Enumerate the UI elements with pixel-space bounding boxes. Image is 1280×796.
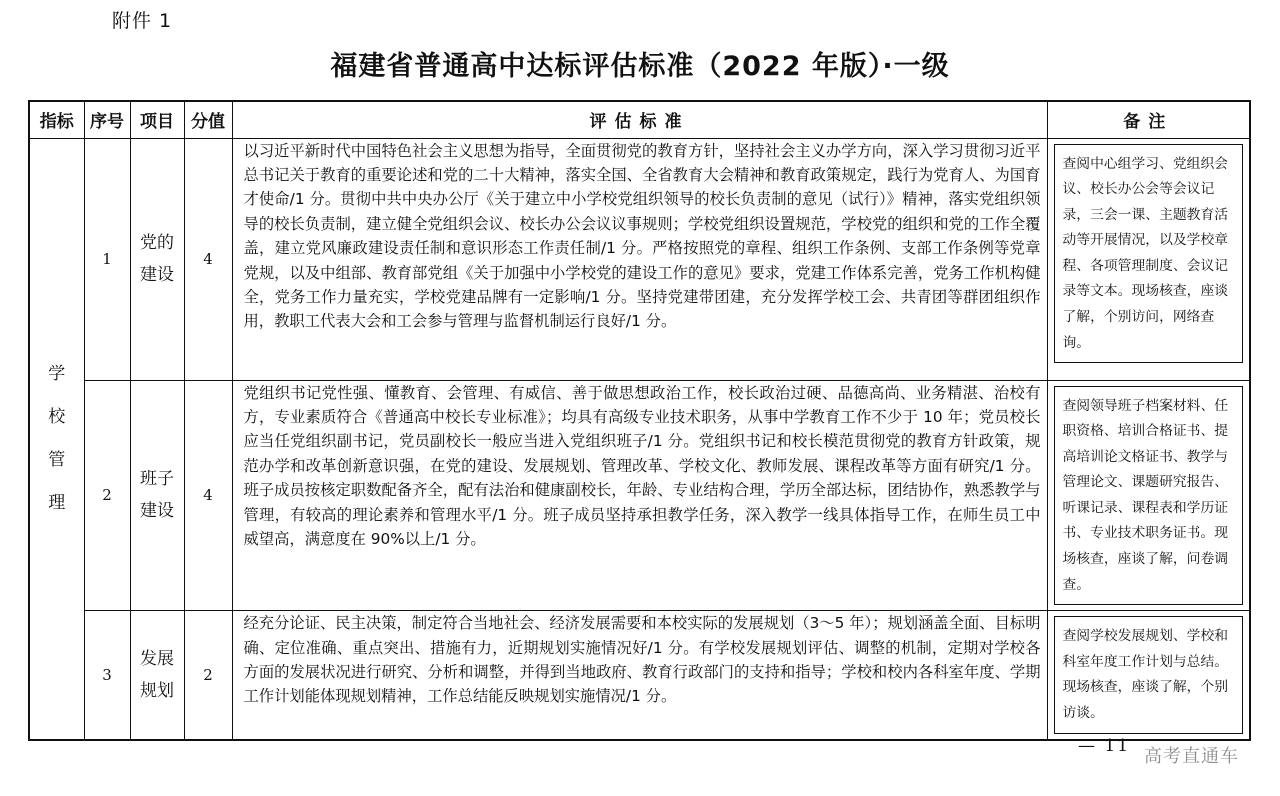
header-notes: 备注	[1047, 101, 1250, 138]
category-cell	[29, 138, 84, 740]
item-cell	[130, 138, 184, 380]
attachment-label: 附件 1	[112, 10, 173, 32]
notes-text: 查阅中心组学习、党组织会议、校长办公会等会议记录，三会一课、主题教育活动等开展情况，以及学校章程、各项管理制度、会议记录等文本。现场核查，座谈了解，个别访问，网络查询。	[1054, 144, 1244, 364]
table-row	[29, 138, 1250, 380]
document-title: 福建省普通高中达标评估标准（2022 年版）·一级	[330, 51, 950, 82]
table-row	[29, 380, 1250, 611]
header-score: 分值	[184, 101, 232, 138]
header-seq: 序号	[84, 101, 130, 138]
item-line: 党的	[140, 233, 174, 253]
category-char: 学	[48, 363, 66, 384]
notes-text: 查阅学校发展规划、学校和科室年度工作计划与总结。现场核查，座谈了解，个别访谈。	[1054, 616, 1244, 733]
seq-cell: 3	[84, 611, 130, 740]
item-line: 规划	[140, 680, 174, 701]
criteria-text: 以习近平新时代中国特色社会主义思想为指导，全面贯彻党的教育方针，坚持社会主义办学方向，深入学习贯彻习近平总书记关于教育的重要论述和党的二十大精神，落实全国、全省教育大会精神和教育政策规定，践行为党育人、为国育才使命/1 分。贯彻中共中央办公厅《关于建立中小学校党组织领导的校长负责制的意见（试行）》精神，落实党组织领导的校长负责制，建立健全党组织会议、校长办公会议议事规则；学校党组织设置规范，学校党的组织和党的工作全覆盖，建立党风廉政建设责任制和意识形态工作责任制/1 分。严格按照党的章程、组织工作条例、支部工作条例等党章党规，以及中组部、教育部党组《关于加强中小学校党的建设工作的意见》要求，党建工作体系完善，党务工作机构健全，党务工作力量充实，学校党建品牌有一定影响/1 分。坚持党建带团建，充分发挥学校工会、共青团等群团组织作用，教职工代表大会和工会参与管理与监督机制运行良好/1 分。	[243, 141, 1041, 331]
criteria-text: 党组织书记党性强、懂教育、会管理、有威信、善于做思想政治工作，校长政治过硬、品德高尚、业务精湛、治校有方，专业素质符合《普通高中校长专业标准》；均具有高级专业技术职务，从事中学教育工作不少于 10 年；党员校长应当任党组织副书记，党员副校长一般应当进入党组织班子/1 分。党组织书记和校长模范贯彻党的教育方针政策，规范办学和改革创新意识强，在党的建设、发展规划、管理改革、学校文化、教师发展、课程改革等方面有研究/1 分。班子成员按核定职数配备齐全，配有法治和健康副校长，年龄、专业结构合理，学历全部达标，团结协作，熟悉教学与管理，有较高的理论素养和管理水平/1 分。班子成员坚持承担教学任务，深入教学一线具体指导工作，在师生员工中威望高，满意度在 90%以上/1 分。	[243, 383, 1041, 548]
seq-cell: 1	[84, 138, 130, 380]
notes-cell	[1047, 611, 1250, 740]
item-line: 班子	[140, 469, 174, 490]
criteria-cell	[232, 138, 1047, 380]
category-char: 校	[48, 406, 66, 427]
criteria-text: 经充分论证、民主决策，制定符合当地社会、经济发展需要和本校实际的发展规划（3～5 年）；规划涵盖全面、目标明确、定位准确、重点突出、措施有力，近期规划实施情况好/1 分。有学校发展规划评估、调整的机制，定期对学校各方面的发展状况进行研究、分析和调整，并得到当地政府、教育行政部门的支持和指导；学校和校内各科室年度、学期工作计划能体现规划精神，工作总结能反映规划实施情况/1 分。	[243, 614, 1041, 706]
item-line: 建设	[140, 265, 174, 285]
table-row	[29, 611, 1250, 740]
score-cell: 4	[184, 138, 232, 380]
header-item: 项目	[130, 101, 184, 138]
category-char: 理	[48, 492, 66, 513]
watermark-text: 高考直通车	[1144, 746, 1239, 767]
score-cell: 4	[184, 380, 232, 611]
notes-cell	[1047, 380, 1250, 611]
category-char: 管	[48, 449, 66, 470]
item-line: 建设	[140, 501, 174, 522]
header-criteria: 评估标准	[232, 101, 1047, 138]
seq-cell: 2	[84, 380, 130, 611]
notes-text: 查阅领导班子档案材料、任职资格、培训合格证书、提高培训论文格证书、教学与管理论文、课题研究报告、听课记录、课程表和学历证书、专业技术职务证书。现场核查，座谈了解，问卷调查。	[1054, 386, 1244, 606]
evaluation-standards-table	[28, 100, 1251, 741]
header-indicator: 指标	[29, 101, 84, 138]
page-number: — 11	[1078, 736, 1131, 756]
score-cell: 2	[184, 611, 232, 740]
criteria-cell	[232, 611, 1047, 740]
notes-cell	[1047, 138, 1250, 380]
item-line: 发展	[140, 648, 174, 669]
criteria-cell	[232, 380, 1047, 611]
item-cell	[130, 380, 184, 611]
table-header-row	[29, 101, 1250, 138]
item-cell	[130, 611, 184, 740]
